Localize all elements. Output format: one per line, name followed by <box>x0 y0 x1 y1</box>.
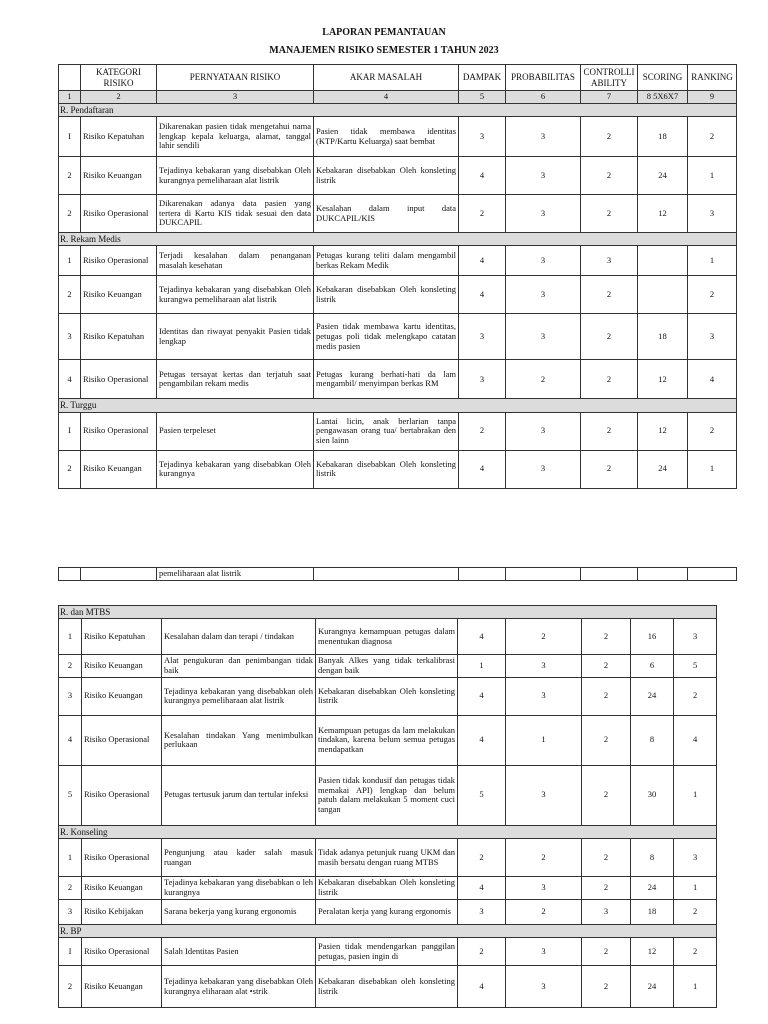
column-number-7: 7 <box>581 91 638 104</box>
column-number-1: 1 <box>59 91 81 104</box>
cell-score: 12 <box>631 938 674 966</box>
cell-akar: Banyak Alkes yang tidak terkalibrasi dengan baik <box>316 655 458 678</box>
cell-kategori: Risiko Keuangan <box>82 966 162 1008</box>
cell-no: 2 <box>59 195 81 233</box>
cell-pernyataan: Tejadinya kebakaran yang disebabkan oleh kurangnya pemeliharaan alat listrik <box>162 677 316 715</box>
cell-prob: 3 <box>506 195 581 233</box>
cell-ctrl: 2 <box>582 715 631 765</box>
cell-akar: Kesalahan dalam input data DUKCAPIL/KIS <box>314 195 459 233</box>
cell-dampak: 4 <box>458 966 506 1008</box>
section-title: R. BP <box>59 924 717 937</box>
cell-dampak: 1 <box>458 655 506 678</box>
cell-ctrl: 2 <box>582 677 631 715</box>
cell-prob: 3 <box>506 938 582 966</box>
cell-no: 2 <box>59 450 81 488</box>
section-title: R. dan MTBS <box>59 606 717 619</box>
section-title: R. Pendaftaran <box>59 103 737 116</box>
cell-ctrl: 2 <box>581 314 638 360</box>
table-row <box>59 360 737 399</box>
table-row <box>59 568 737 581</box>
cell-no: 2 <box>59 877 82 900</box>
cell-ctrl: 2 <box>581 450 638 488</box>
table-row <box>59 966 717 1008</box>
cell-prob: 3 <box>506 246 581 276</box>
cell-ctrl: 2 <box>582 619 631 655</box>
cell-akar: Pasien tidak mendengarkan panggilan petugas, pasien ingin di <box>316 938 458 966</box>
cell-no: 2 <box>59 276 81 314</box>
table-row <box>59 877 717 900</box>
risk-table-page-1 <box>58 64 737 489</box>
cell-rank: 3 <box>674 839 717 877</box>
cell-akar: Petugas kurang teliti dalam mengambil berkas Rekam Medik <box>314 246 459 276</box>
cell-akar: Peralatan kerja yang kurang ergonomis <box>316 899 458 924</box>
cell-pernyataan: Kesalahan tindakan Yang menimbulkan perlukaan <box>162 715 316 765</box>
cell-kategori: Risiko Kepatuhan <box>81 314 157 360</box>
cell-score: 24 <box>631 877 674 900</box>
cell-prob: 3 <box>506 450 581 488</box>
cell-pernyataan: Tejadinya kebakaran yang disebabkan Oleh kurangwa pemeliharaan alat listrik <box>157 276 314 314</box>
cell-score: 24 <box>638 450 688 488</box>
column-number-3: 3 <box>157 91 314 104</box>
cell-dampak: 2 <box>458 839 506 877</box>
cell-score: 12 <box>638 195 688 233</box>
cell-ctrl: 2 <box>582 655 631 678</box>
table-row <box>59 677 717 715</box>
cell-kategori: Risiko Keuangan <box>82 877 162 900</box>
cell-no: 4 <box>59 715 82 765</box>
cell-akar: Kebakaran disebabkan Oleh konsleting listrik <box>314 276 459 314</box>
cell-prob: 2 <box>506 899 582 924</box>
cell-score: 24 <box>638 157 688 195</box>
table-row <box>59 938 717 966</box>
cell-score: 18 <box>638 117 688 157</box>
cell-dampak: 4 <box>459 157 506 195</box>
cell-akar: Pasien tidak kondusif dan petugas tidak memakai API) lengkap dan belum patuh dalam melakukan 5 moment cuci tangan <box>316 765 458 825</box>
cell-akar: Petugas kurang berhati-hati da lam mengambil/ menyimpan berkas RM <box>314 360 459 399</box>
cell-kategori: Risiko Keuangan <box>81 157 157 195</box>
cell-no: I <box>59 938 82 966</box>
cell-score: 8 <box>631 839 674 877</box>
report-title: LAPORAN PEMANTAUAN <box>322 27 446 38</box>
cell-prob: 3 <box>506 655 582 678</box>
cell-akar: Kebakaran disebabkan oleh konsleting listrik <box>316 966 458 1008</box>
cell-akar: Kebakaran disebabkan Oleh konsleting listrik <box>314 157 459 195</box>
table-row <box>59 412 737 450</box>
cell-rank: 2 <box>674 677 717 715</box>
cell-no: 3 <box>59 677 82 715</box>
cell-rank: 1 <box>674 877 717 900</box>
cell-score: 24 <box>631 966 674 1008</box>
cell-dampak: 3 <box>459 314 506 360</box>
cell-rank: 1 <box>674 966 717 1008</box>
risk-table-continuation <box>58 567 737 581</box>
cell-pernyataan: pemeliharaan alat listrik <box>157 568 314 581</box>
cell-akar: Pasien tidak membawa kartu identitas, petugas poli tidak melengkapo catatan medis pasien <box>314 314 459 360</box>
cell-prob: 3 <box>506 314 581 360</box>
cell-pernyataan: Tejadinya kebakaran yang disebabkan Oleh kurangnya pemeliharaan alat listrik <box>157 157 314 195</box>
cell-rank: 2 <box>688 117 737 157</box>
cell-rank: 2 <box>674 938 717 966</box>
cell-pernyataan: Sarana bekerja yang kurang ergonomis <box>162 899 316 924</box>
cell-akar: Kebakaran disebabkan Oleh konsleting listrik <box>316 877 458 900</box>
table-row <box>59 839 717 877</box>
cell-score: 18 <box>631 899 674 924</box>
cell-pernyataan: Terjadi kesalahan dalam penanganan masalah kesehatan <box>157 246 314 276</box>
cell-rank <box>688 568 737 581</box>
cell-kategori: Risiko Operasional <box>81 360 157 399</box>
cell-pernyataan: Kesalahan dalam dan terapi / tindakan <box>162 619 316 655</box>
cell-ctrl: 2 <box>582 877 631 900</box>
cell-prob: 3 <box>506 877 582 900</box>
cell-prob: 3 <box>506 412 581 450</box>
column-header-4: AKAR MASALAH <box>314 65 459 91</box>
table-row <box>59 899 717 924</box>
cell-dampak: 4 <box>458 619 506 655</box>
cell-no: 2 <box>59 157 81 195</box>
cell-rank: 1 <box>674 765 717 825</box>
cell-kategori: Risiko Operasional <box>81 195 157 233</box>
section-row <box>59 103 737 116</box>
cell-kategori: Risiko Keuangan <box>81 450 157 488</box>
cell-dampak: 3 <box>459 117 506 157</box>
cell-score: 8 <box>631 715 674 765</box>
cell-prob: 3 <box>506 677 582 715</box>
column-header-6: PROBABILITAS <box>506 65 581 91</box>
cell-score: 16 <box>631 619 674 655</box>
table-row <box>59 765 717 825</box>
cell-pernyataan: Petugas tertusuk jarum dan tertular infeksi <box>162 765 316 825</box>
cell-ctrl: 2 <box>581 360 638 399</box>
cell-no: 2 <box>59 655 82 678</box>
cell-ctrl: 2 <box>581 276 638 314</box>
cell-pernyataan: Identitas dan riwayat penyakit Pasien tidak lengkap <box>157 314 314 360</box>
cell-akar: Tidak adanya petunjuk ruang UKM dan masih bersatu dengan ruang MTBS <box>316 839 458 877</box>
table-row <box>59 157 737 195</box>
cell-ctrl: 2 <box>582 966 631 1008</box>
table-row <box>59 314 737 360</box>
cell-score: 12 <box>638 360 688 399</box>
cell-no: 3 <box>59 314 81 360</box>
cell-pernyataan: Tejadinya kebakaran yang disebabkan o leh kurangnya <box>162 877 316 900</box>
cell-score: 24 <box>631 677 674 715</box>
cell-pernyataan: Tejadinya kebakaran yang disebabkan Oleh kurangnya eliharaan alat •strik <box>162 966 316 1008</box>
table-row <box>59 655 717 678</box>
column-header-5: DAMPAK <box>459 65 506 91</box>
cell-score <box>638 276 688 314</box>
cell-kategori: Risiko Operasional <box>81 412 157 450</box>
section-row <box>59 825 717 838</box>
cell-dampak: 3 <box>458 899 506 924</box>
column-header-3: PERNYATAAN RISIKO <box>157 65 314 91</box>
cell-ctrl: 2 <box>581 157 638 195</box>
cell-dampak: 2 <box>458 938 506 966</box>
cell-no: 1 <box>59 619 82 655</box>
cell-pernyataan: Pengunjung atau kader salah masuk ruangan <box>162 839 316 877</box>
cell-akar <box>314 568 459 581</box>
cell-no: 1 <box>59 246 81 276</box>
cell-dampak: 3 <box>459 360 506 399</box>
cell-pernyataan: Pasien terpeleset <box>157 412 314 450</box>
cell-rank: 1 <box>688 157 737 195</box>
cell-kategori: Risiko Operasional <box>82 765 162 825</box>
cell-pernyataan: Salah Identitas Pasien <box>162 938 316 966</box>
cell-akar: Kemampuan petugas da lam melakukan tindakan, karena belum semua petugas mendapatkan <box>316 715 458 765</box>
cell-no: 5 <box>59 765 82 825</box>
cell-dampak: 4 <box>459 450 506 488</box>
cell-score: 6 <box>631 655 674 678</box>
cell-score <box>638 568 688 581</box>
column-number-6: 6 <box>506 91 581 104</box>
cell-prob: 3 <box>506 276 581 314</box>
column-number-5: 5 <box>459 91 506 104</box>
cell-score: 12 <box>638 412 688 450</box>
cell-no: 2 <box>59 966 82 1008</box>
table-row <box>59 715 717 765</box>
cell-prob: 2 <box>506 619 582 655</box>
section-row <box>59 399 737 412</box>
header-row <box>59 65 737 91</box>
cell-rank: 4 <box>688 360 737 399</box>
column-number-8: 8 5X6X7 <box>638 91 688 104</box>
cell-score: 18 <box>638 314 688 360</box>
cell-score <box>638 246 688 276</box>
column-header-7: CONTROLLI ABILITY <box>581 65 638 91</box>
cell-score: 30 <box>631 765 674 825</box>
cell-pernyataan: Tejadinya kebakaran yang disebabkan Oleh kurangnya <box>157 450 314 488</box>
cell-pernyataan: Dikarenakan pasien tidak mengetahui nama lengkap kepala keluarga, alamat, tanggal lahir sendili <box>157 117 314 157</box>
cell-no <box>59 568 81 581</box>
column-number-4: 4 <box>314 91 459 104</box>
cell-rank: 5 <box>674 655 717 678</box>
column-number-9: 9 <box>688 91 737 104</box>
cell-kategori: Risiko Operasional <box>82 938 162 966</box>
cell-ctrl <box>581 568 638 581</box>
cell-prob: 2 <box>506 360 581 399</box>
column-header-2: KATEGORI RISIKO <box>81 65 157 91</box>
cell-ctrl: 3 <box>582 899 631 924</box>
cell-ctrl: 2 <box>581 117 638 157</box>
cell-kategori: Risiko Keuangan <box>81 276 157 314</box>
cell-ctrl: 2 <box>581 195 638 233</box>
risk-table-page-2 <box>58 605 717 1008</box>
cell-akar: Kebakaran disebabkan Oleh konsleting listrik <box>316 677 458 715</box>
cell-akar: Lantai licin, anak berlarian tanpa pengawasan orang tua/ bertabrakan den sien lainn <box>314 412 459 450</box>
cell-kategori: Risiko Keuangan <box>82 677 162 715</box>
cell-kategori <box>81 568 157 581</box>
cell-dampak: 4 <box>458 877 506 900</box>
cell-dampak <box>459 568 506 581</box>
cell-dampak: 2 <box>459 412 506 450</box>
cell-prob: 1 <box>506 715 582 765</box>
cell-rank: 3 <box>688 195 737 233</box>
cell-ctrl: 2 <box>582 839 631 877</box>
cell-kategori: Risiko Operasional <box>82 839 162 877</box>
column-header-8: SCORING <box>638 65 688 91</box>
cell-dampak: 4 <box>458 715 506 765</box>
section-title: R. Rekam Medis <box>59 233 737 246</box>
table-row <box>59 619 717 655</box>
cell-prob: 3 <box>506 966 582 1008</box>
cell-rank: 1 <box>688 246 737 276</box>
cell-rank: 2 <box>688 276 737 314</box>
table-row <box>59 276 737 314</box>
cell-prob: 3 <box>506 157 581 195</box>
cell-rank: 1 <box>688 450 737 488</box>
column-number-row <box>59 91 737 104</box>
section-row <box>59 233 737 246</box>
cell-no: I <box>59 412 81 450</box>
cell-kategori: Risiko Kepatuhan <box>81 117 157 157</box>
section-title: R. Turggu <box>59 399 737 412</box>
cell-no: 4 <box>59 360 81 399</box>
cell-prob <box>506 568 581 581</box>
cell-ctrl: 2 <box>582 765 631 825</box>
cell-dampak: 5 <box>458 765 506 825</box>
column-number-2: 2 <box>81 91 157 104</box>
cell-ctrl: 2 <box>582 938 631 966</box>
cell-no: I <box>59 117 81 157</box>
cell-prob: 3 <box>506 765 582 825</box>
cell-kategori: Risiko Operasional <box>81 246 157 276</box>
cell-kategori: Risiko Keuangan <box>82 655 162 678</box>
cell-rank: 2 <box>688 412 737 450</box>
section-row <box>59 606 717 619</box>
cell-dampak: 4 <box>458 677 506 715</box>
table-row <box>59 117 737 157</box>
cell-rank: 2 <box>674 899 717 924</box>
cell-kategori: Risiko Kepatuhan <box>82 619 162 655</box>
cell-prob: 3 <box>506 117 581 157</box>
section-title: R. Konseling <box>59 825 717 838</box>
cell-pernyataan: Dikarenakan adanya data pasien yang tertera di Kartu KIS tidak sesuai den data DUKCAPIL <box>157 195 314 233</box>
table-row <box>59 195 737 233</box>
cell-no: 1 <box>59 839 82 877</box>
cell-dampak: 4 <box>459 246 506 276</box>
section-row <box>59 924 717 937</box>
cell-ctrl: 2 <box>581 412 638 450</box>
column-header-1 <box>59 65 81 91</box>
table-row <box>59 246 737 276</box>
cell-akar: Kebakaran disebabkan Oleh konsleting listrik <box>314 450 459 488</box>
cell-pernyataan: Petugas tersayat kertas dan terjatuh saat pengambilan rekam medis <box>157 360 314 399</box>
cell-dampak: 2 <box>459 195 506 233</box>
cell-akar: Pasien tidak membawa identitas (KTP/Kartu Keluarga) saat bembat <box>314 117 459 157</box>
cell-no: 3 <box>59 899 82 924</box>
cell-ctrl: 3 <box>581 246 638 276</box>
cell-prob: 2 <box>506 839 582 877</box>
cell-pernyataan: Alat pengukuran dan penimbangan tidak baik <box>162 655 316 678</box>
cell-akar: Kurangnya kemampuan petugas dalam menentukan diagnosa <box>316 619 458 655</box>
column-header-9: RANKING <box>688 65 737 91</box>
cell-kategori: Risiko Operasional <box>82 715 162 765</box>
report-subtitle: MANAJEMEN RISIKO SEMESTER 1 TAHUN 2023 <box>269 45 499 56</box>
cell-rank: 4 <box>674 715 717 765</box>
cell-kategori: Risiko Kebijakan <box>82 899 162 924</box>
cell-rank: 3 <box>688 314 737 360</box>
cell-dampak: 4 <box>459 276 506 314</box>
table-row <box>59 450 737 488</box>
cell-rank: 3 <box>674 619 717 655</box>
